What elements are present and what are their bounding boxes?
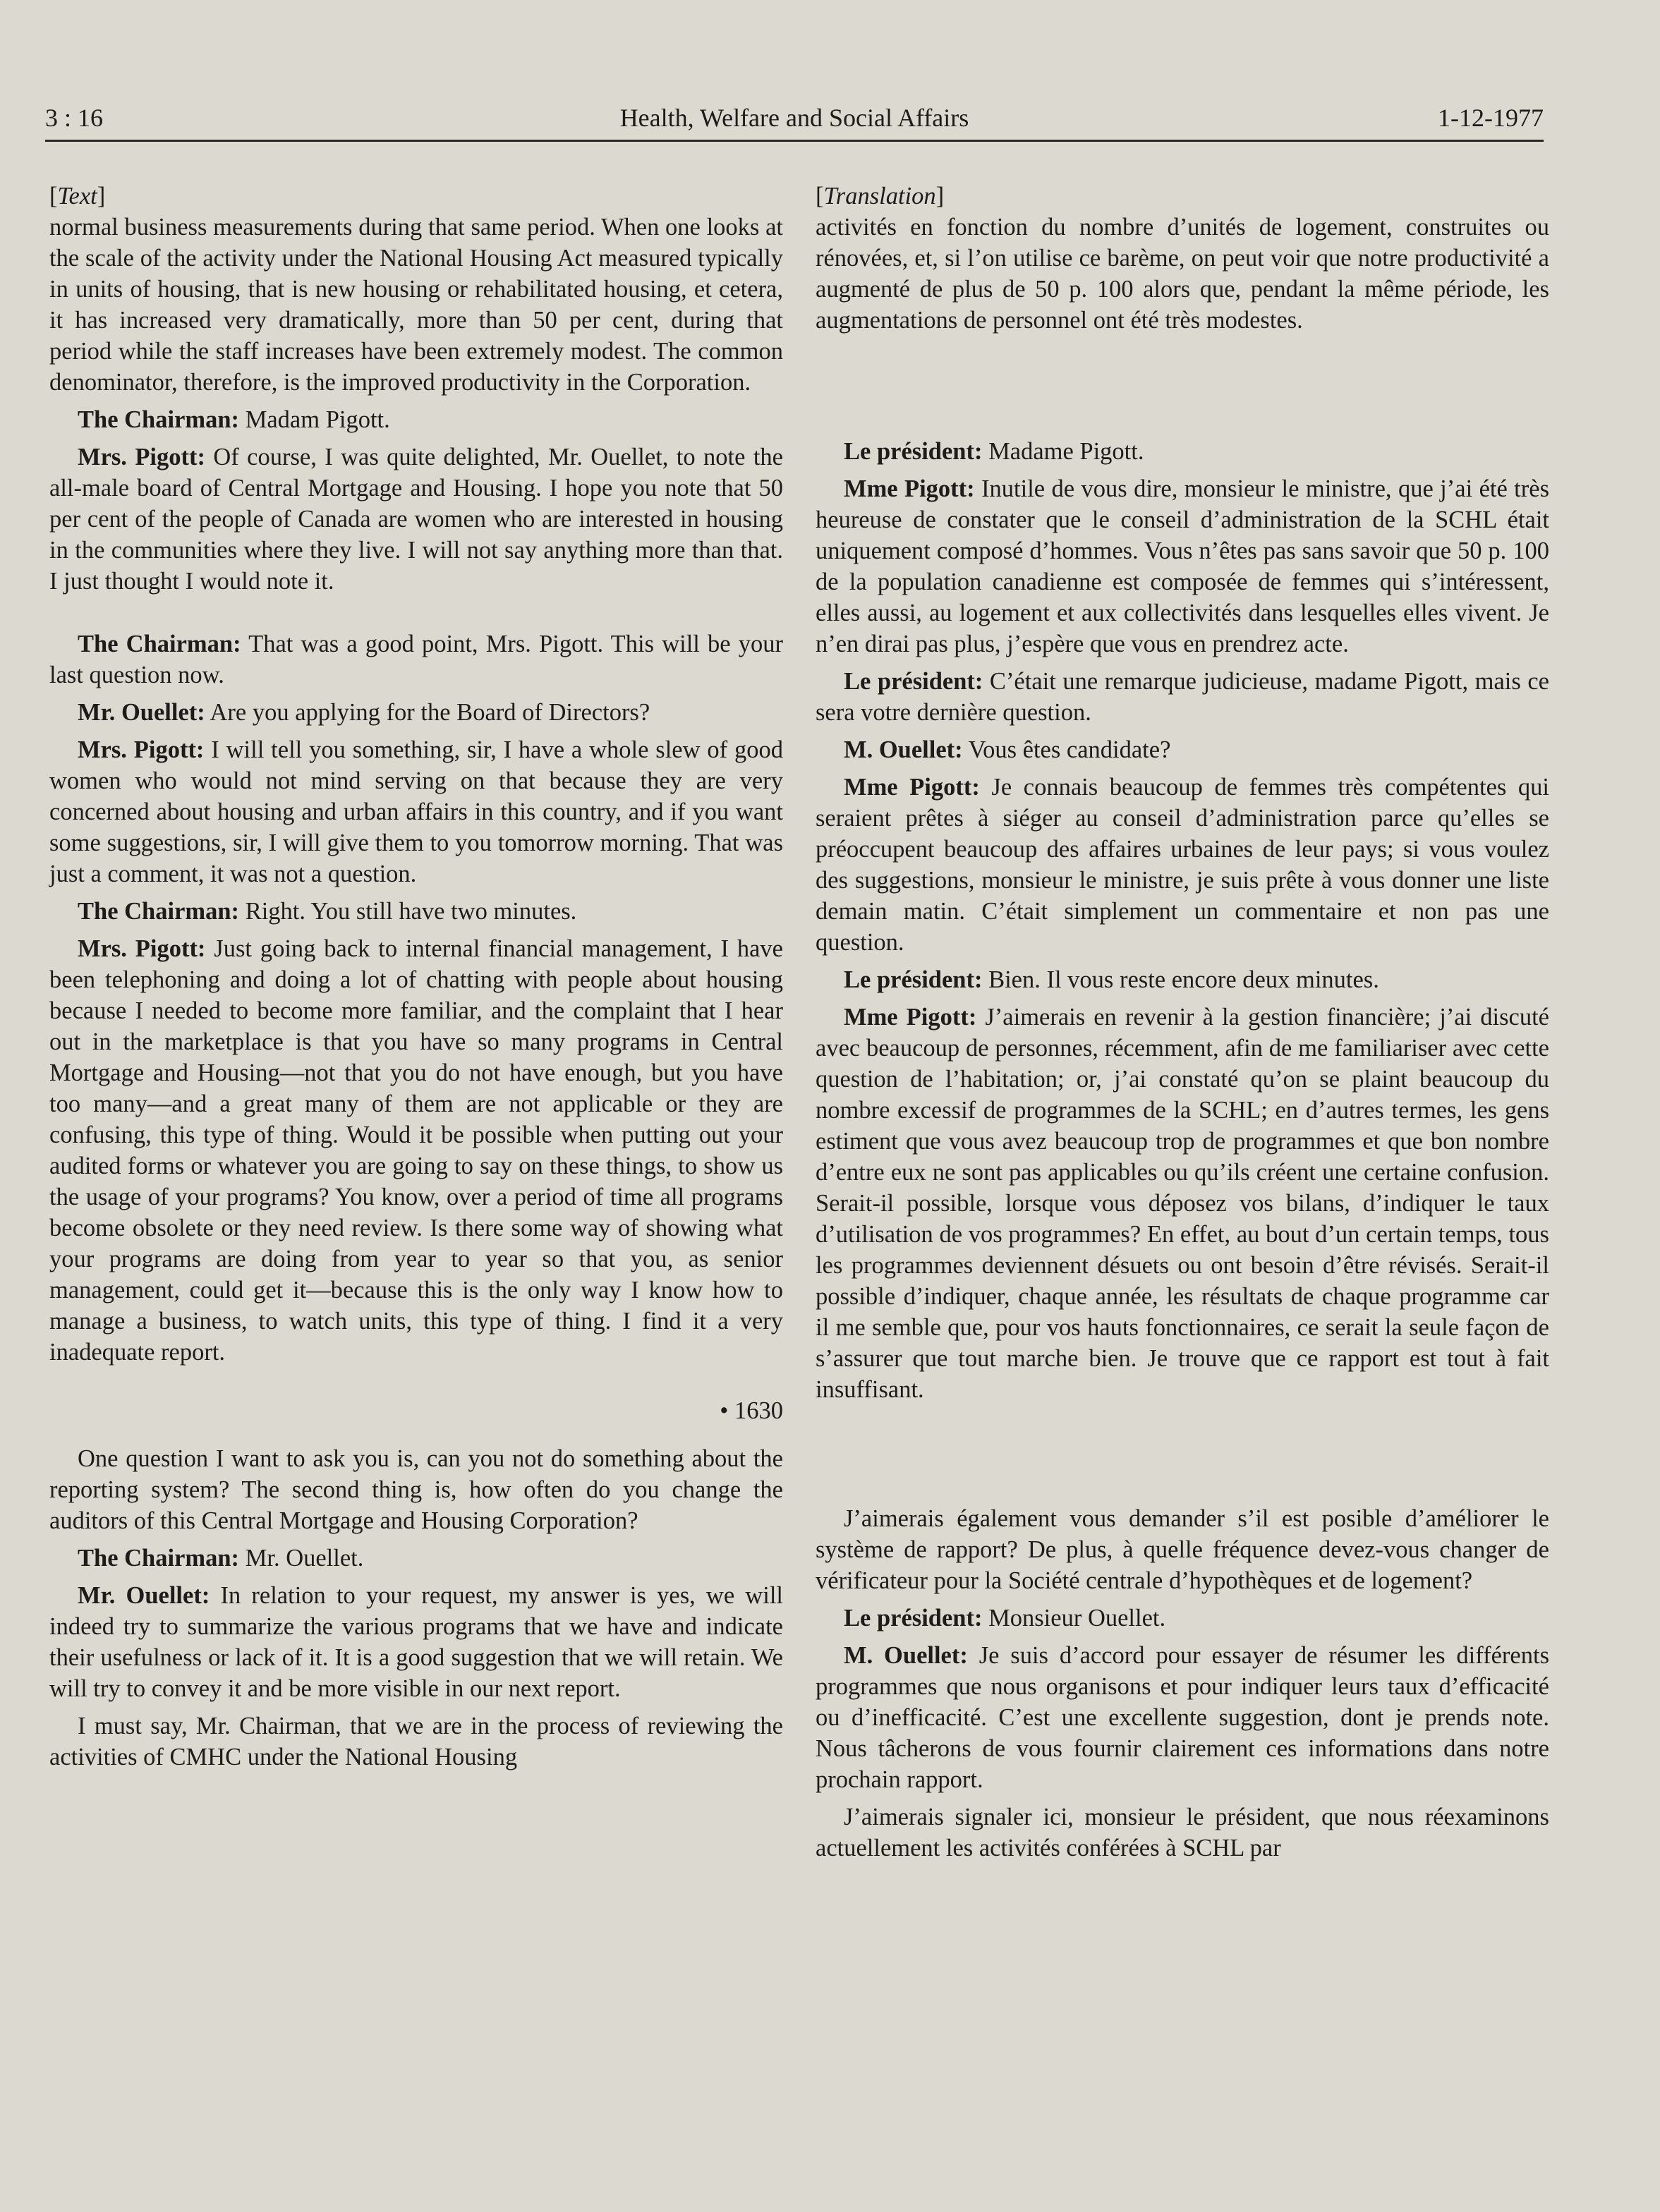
speech-pigott: Mme Pigott: Inutile de vous dire, monsieur le ministre, que j’ai été très heureuse de constater que le conseil d’administration de la SCHL était uniquement composé d’hommes. Vous n’êtes pas sans savoir que 50 p. 100 de la population canadienne est composée de femmes qui s’intéressent, elles aussi, au logement et aux collectivités dans lesquelles elles vivent. Je n’en dirai pas plus, j’espère que vous en prendrez acte. xyxy=(816,475,1549,657)
column-label: [Text] xyxy=(49,183,106,209)
paragraph: One question I want to ask you is, can you not do something about the reporting system? The second thing is, how often do you change the auditors of this Central Mortgage and Housing Corporation? xyxy=(49,1445,783,1534)
speech-ouellet: M. Ouellet: Vous êtes candidate? xyxy=(844,736,1171,763)
time-stamp: • 1630 xyxy=(720,1397,783,1424)
speech-chairman: The Chairman: Madam Pigott. xyxy=(78,406,390,433)
speech-chairman: The Chairman: That was a good point, Mrs. Pigott. This will be your last question now. xyxy=(49,631,783,688)
speaker-name: Le président: xyxy=(844,668,983,695)
speaker-name: Mme Pigott: xyxy=(844,475,975,502)
column-label: [Translation] xyxy=(816,183,945,209)
paragraph: normal business measurements during that same period. When one looks at the scale of the activity under the National Housing Act measured typically in units of housing, that is new housing or rehabilitated housing, et cetera, it has increased very dramatically, more than 50 per cent, during that period while the staff increases have been extremely modest. The common denominator, therefore, is the improved productivity in the Corporation. xyxy=(49,214,783,396)
speaker-name: M. Ouellet: xyxy=(844,1642,968,1669)
speech-ouellet: M. Ouellet: Je suis d’accord pour essayer de résumer les différents programmes que nous organisons et pour indiquer leurs taux d’efficacité ou d’inefficacité. C’est une excellente suggestion, dont je prends note. Nous tâcherons de vous fournir clairement ces informations dans notre prochain rapport. xyxy=(816,1642,1549,1793)
speaker-name: Mme Pigott: xyxy=(844,774,980,801)
speech-pigott: Mrs. Pigott: Just going back to internal financial management, I have been telephoning and doing a lot of chatting with people about housing because I needed to become more familiar, and the complaint that I hear out in the marketplace is that you have so many programs in Central Mortgage and Housing—not that you do not have enough, but you have too many—and a great many of them are not applicable or they are confusing, this type of thing. Would it be possible when putting out your audited forms or whatever you are going to say on these things, to show us the usage of your programs? You know, over a period of time all programs become obsolete or they need review. Is there some way of showing what your programs are doing from year to year so that you, as senior management, could get it—because this is the only way I know how to manage a business, to watch units, this type of thing. I find it a very inadequate report. xyxy=(49,935,783,1366)
speech-chairman: The Chairman: Right. You still have two minutes. xyxy=(78,898,577,925)
paragraph: J’aimerais également vous demander s’il est posible d’améliorer le système de rapport? De plus, à quelle fréquence devez-vous changer de vérificateur pour la Société centrale d’hypothèques et de logement? xyxy=(816,1505,1549,1594)
speech-president: Le président: Madame Pigott. xyxy=(844,438,1144,465)
speaker-name: Mr. Ouellet: xyxy=(78,1582,210,1609)
speaker-name: The Chairman: xyxy=(78,406,240,433)
speaker-name: Mme Pigott: xyxy=(844,1004,977,1031)
french-column xyxy=(816,181,1549,1870)
speech-pigott: Mrs. Pigott: Of course, I was quite delighted, Mr. Ouellet, to note the all-male board of Central Mortgage and Housing. I hope you note that 50 per cent of the people of Canada are women who are interested in housing in the communities where they live. I will not say anything more than that. I just thought I would note it. xyxy=(49,444,783,595)
speaker-name: The Chairman: xyxy=(78,898,240,925)
speaker-name: Mrs. Pigott: xyxy=(78,935,206,962)
speaker-name: Mr. Ouellet: xyxy=(78,699,205,726)
page-number: 3 : 16 xyxy=(45,104,104,132)
speech-pigott: Mme Pigott: Je connais beaucoup de femmes très compétentes qui seraient prêtes à siéger au conseil d’administration parce qu’elles se préoccupent beaucoup des affaires urbaines de leur pays; si vous voulez des suggestions, monsieur le ministre, je suis prête à vous donner une liste demain matin. C’était simplement un commentaire et non pas une question. xyxy=(816,774,1549,956)
speech-ouellet: Mr. Ouellet: In relation to your request, my answer is yes, we will indeed try to summarize the various programs that we have and indicate their usefulness or lack of it. It is a good suggestion that we will retain. We will try to convey it and be more visible in our next report. xyxy=(49,1582,783,1702)
speech-pigott: Mme Pigott: J’aimerais en revenir à la gestion financière; j’ai discuté avec beaucoup de personnes, récemment, afin de me familiariser avec cette question de l’habitation; or, j’ai constaté qu’on se plaint beaucoup du nombre excessif de programmes de la SCHL; en d’autres termes, les gens estiment que vous avez beaucoup trop de programmes et que bon nombre d’entre eux ne sont pas applicables ou qu’ils créent une certaine confusion. Serait-il possible, lorsque vous déposez vos bilans, d’indiquer le taux d’utilisation de vos programmes? En effet, au bout d’un certain temps, tous les programmes deviennent désuets ou ont besoin d’être révisés. Serait-il possible d’indiquer, chaque année, les résultats de chaque programme car il me semble que, pour vos hauts fonctionnaires, ce serait la seule façon de s’assurer que tout marche bien. Je trouve que ce rapport est tout à fait insuffisant. xyxy=(816,1004,1549,1403)
header-date: 1-12-1977 xyxy=(1438,104,1544,132)
speaker-name: Mrs. Pigott: xyxy=(78,736,205,763)
speaker-name: Le président: xyxy=(844,438,983,465)
speaker-name: Le président: xyxy=(844,1605,983,1631)
speech-ouellet: Mr. Ouellet: Are you applying for the Board of Directors? xyxy=(78,699,650,726)
speech-president: Le président: Bien. Il vous reste encore deux minutes. xyxy=(844,966,1379,993)
speech-president: Le président: C’était une remarque judicieuse, madame Pigott, mais ce sera votre dernière question. xyxy=(816,668,1549,726)
speech-president: Le président: Monsieur Ouellet. xyxy=(844,1605,1166,1631)
speaker-name: Le président: xyxy=(844,966,983,993)
running-title: Health, Welfare and Social Affairs xyxy=(619,104,969,132)
paragraph: activités en fonction du nombre d’unités de logement, construites ou rénovées, et, si l’on utilise ce barème, on peut voir que notre productivité a augmenté de plus de 50 p. 100 alors que, pendant la même période, les augmentations de personnel ont été très modestes. xyxy=(816,214,1549,334)
speaker-name: Mrs. Pigott: xyxy=(78,444,205,470)
speech-pigott: Mrs. Pigott: I will tell you something, sir, I have a whole slew of good women who would not mind serving on that because they are very concerned about housing and urban affairs in this country, and if you want some suggestions, sir, I will give them to you tomorrow morning. That was just a comment, it was not a question. xyxy=(49,736,783,887)
paragraph: I must say, Mr. Chairman, that we are in the process of reviewing the activities of CMHC under the National Housing xyxy=(49,1713,783,1770)
speech-chairman: The Chairman: Mr. Ouellet. xyxy=(78,1545,364,1572)
speaker-name: The Chairman: xyxy=(78,1545,240,1572)
page-header xyxy=(45,103,1544,142)
english-column xyxy=(49,181,783,1779)
paragraph: J’aimerais signaler ici, monsieur le président, que nous réexaminons actuellement les activités conférées à SCHL par xyxy=(816,1804,1549,1861)
speaker-name: M. Ouellet: xyxy=(844,736,963,763)
speaker-name: The Chairman: xyxy=(78,631,241,657)
